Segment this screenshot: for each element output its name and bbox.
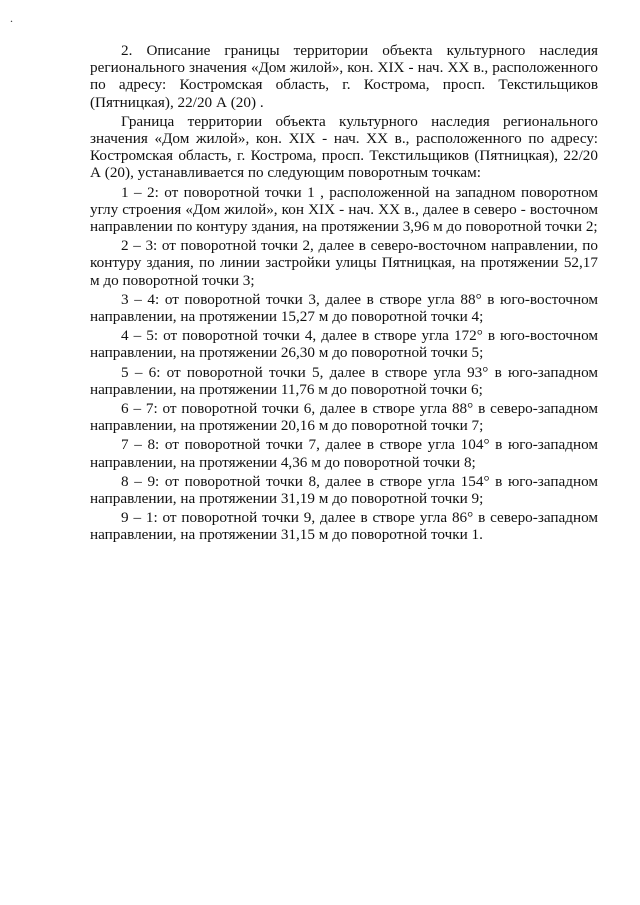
page-mark: . (10, 11, 13, 25)
boundary-segment-5-6: 5 – 6: от поворотной точки 5, далее в створе угла 93° в юго-западном направлении, на протяжении 11,76 м до поворотной точки 6; (90, 363, 598, 398)
boundary-segment-3-4: 3 – 4: от поворотной точки 3, далее в створе угла 88° в юго-восточном направлении, на протяжении 15,27 м до поворотной точки 4; (90, 290, 598, 326)
boundary-segment-8-9: 8 – 9: от поворотной точки 8, далее в створе угла 154° в юго-западном направлении, на протяжении 31,19 м до поворотной точки 9; (90, 472, 598, 508)
section-heading-paragraph: 2. Описание границы территории объекта культурного наследия регионального значения «Дом жилой», кон. XIX - нач. XX в., расположенного по адресу: Костромская область, г. Кострома, просп. Текстильщиков (Пятницкая), 22/20 А (20) . (90, 42, 598, 111)
boundary-intro-paragraph: Граница территории объекта культурного наследия регионального значения «Дом жилой», кон. XIX - нач. XX в., расположенного по адресу: Костромская область, г. Кострома, просп. Текстильщиков (Пятницкая), 22/20 А (20), устанавливается по следующим поворотным точкам: (90, 112, 598, 182)
boundary-segment-9-1: 9 – 1: от поворотной точки 9, далее в створе угла 86° в северо-западном направлении, на протяжении 31,15 м до поворотной точки 1. (90, 509, 598, 544)
boundary-segment-4-5: 4 – 5: от поворотной точки 4, далее в створе угла 172° в юго-восточном направлении, на протяжении 26,30 м до поворотной точки 5; (90, 327, 598, 362)
boundary-segment-1-2: 1 – 2: от поворотной точки 1 , расположенной на западном поворотном углу строения «Дом жилой», кон XIX - нач. XX в., далее в северо - восточном направлении по контуру здания, на протяжении 3,96 м до поворотной точки 2; (90, 183, 598, 236)
boundary-segment-6-7: 6 – 7: от поворотной точки 6, далее в створе угла 88° в северо-западном направлении, на протяжении 20,16 м до поворотной точки 7; (90, 400, 598, 435)
boundary-segment-2-3: 2 – 3: от поворотной точки 2, далее в северо-восточном направлении, по контуру здания, по линии застройки улицы Пятницкая, на протяжении 52,17 м до поворотной точки 3; (90, 237, 598, 289)
boundary-segment-7-8: 7 – 8: от поворотной точки 7, далее в створе угла 104° в юго-западном направлении, на протяжении 4,36 м до поворотной точки 8; (90, 436, 598, 471)
document-body (90, 42, 598, 544)
